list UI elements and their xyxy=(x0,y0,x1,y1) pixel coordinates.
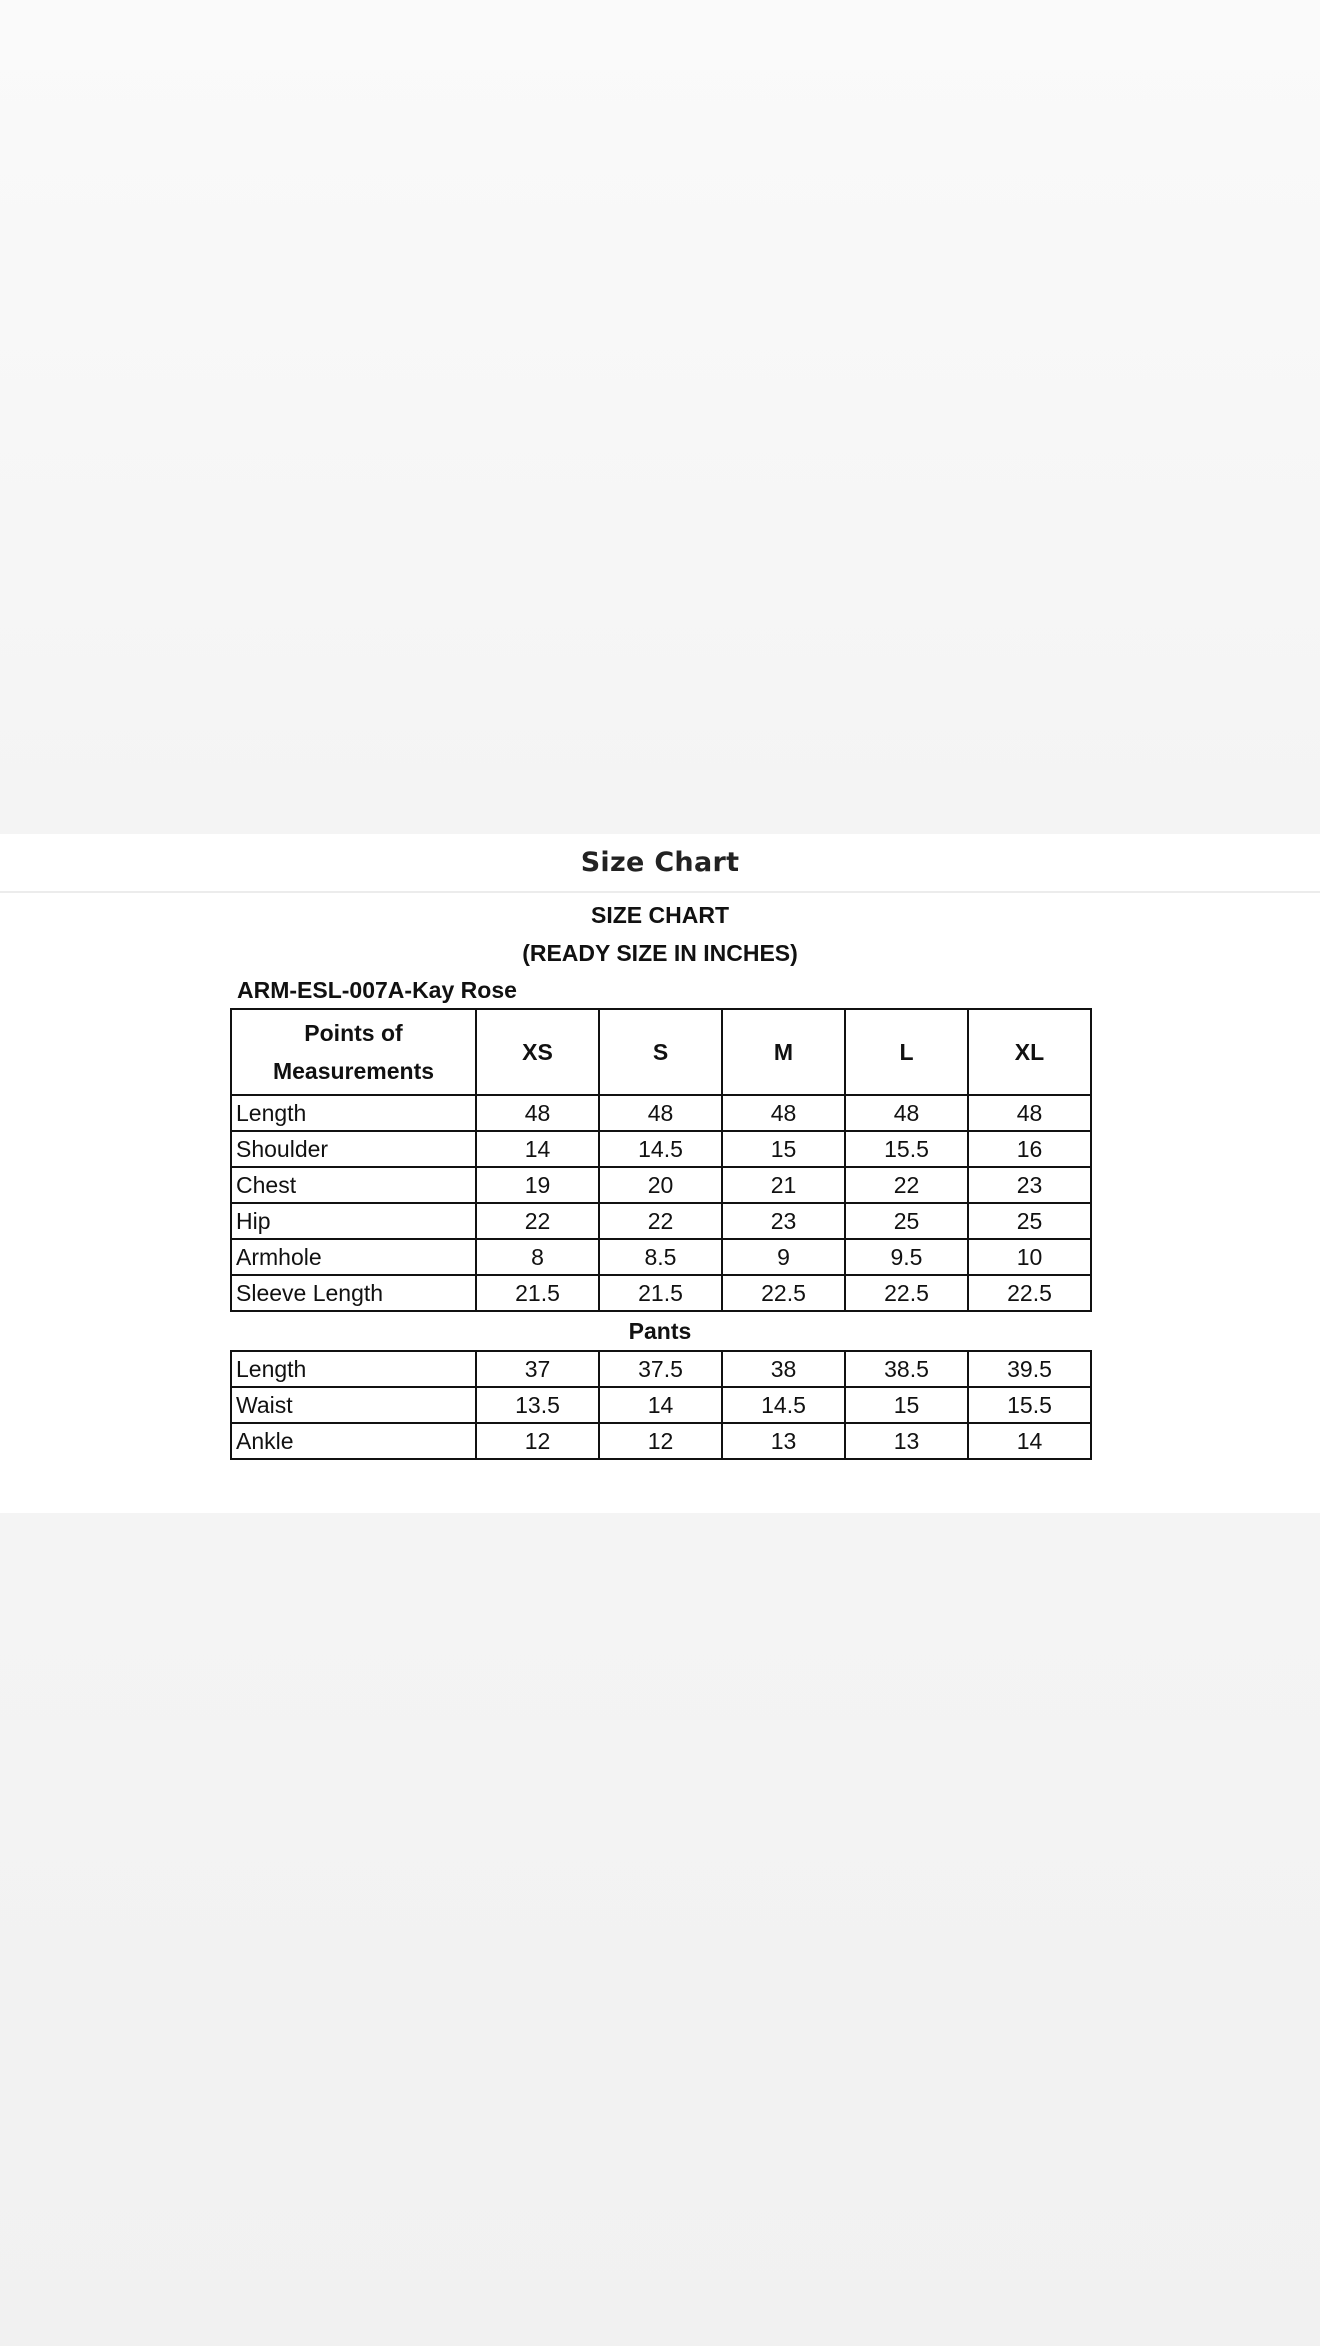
table-row xyxy=(231,1239,1091,1275)
modal-title: Size Chart xyxy=(580,847,740,878)
pants-section-title: Pants xyxy=(628,1318,692,1344)
measurement-value: 23 xyxy=(968,1167,1091,1203)
measurement-value: 16 xyxy=(968,1131,1091,1167)
size-chart-modal xyxy=(0,834,1320,1513)
measurement-value: 15.5 xyxy=(968,1387,1091,1423)
measurement-value: 21.5 xyxy=(599,1275,722,1311)
header-size-s: S xyxy=(599,1009,722,1095)
size-chart-image xyxy=(230,896,1090,1460)
measurement-value: 19 xyxy=(476,1167,599,1203)
measurement-label: Chest xyxy=(231,1167,476,1203)
table-row xyxy=(231,1351,1091,1387)
header-size-l: L xyxy=(845,1009,968,1095)
chart-heading xyxy=(230,896,1090,972)
measurement-value: 23 xyxy=(722,1203,845,1239)
table-row xyxy=(231,1387,1091,1423)
header-size-m: M xyxy=(722,1009,845,1095)
header-label-line1: Points of xyxy=(304,1020,403,1046)
measurement-value: 22.5 xyxy=(968,1275,1091,1311)
measurement-value: 14 xyxy=(476,1131,599,1167)
measurement-value: 48 xyxy=(599,1095,722,1131)
measurement-value: 14.5 xyxy=(722,1387,845,1423)
measurement-value: 10 xyxy=(968,1239,1091,1275)
table-row xyxy=(231,1203,1091,1239)
chart-heading-line2: (READY SIZE IN INCHES) xyxy=(522,940,798,966)
measurement-value: 48 xyxy=(845,1095,968,1131)
measurement-value: 12 xyxy=(599,1423,722,1459)
page-backdrop-top[interactable] xyxy=(0,0,1320,834)
measurement-value: 38 xyxy=(722,1351,845,1387)
measurement-label: Waist xyxy=(231,1387,476,1423)
measurement-value: 39.5 xyxy=(968,1351,1091,1387)
measurement-label: Armhole xyxy=(231,1239,476,1275)
measurement-value: 37 xyxy=(476,1351,599,1387)
product-code: ARM-ESL-007A-Kay Rose xyxy=(237,977,517,1003)
measurement-value: 22 xyxy=(476,1203,599,1239)
table-header-row xyxy=(231,1009,1091,1095)
measurement-value: 14 xyxy=(599,1387,722,1423)
table-row xyxy=(231,1131,1091,1167)
table-row xyxy=(231,1423,1091,1459)
measurement-value: 48 xyxy=(722,1095,845,1131)
measurement-value: 48 xyxy=(968,1095,1091,1131)
measurement-value: 21 xyxy=(722,1167,845,1203)
measurement-value: 37.5 xyxy=(599,1351,722,1387)
measurement-value: 13 xyxy=(845,1423,968,1459)
measurement-value: 12 xyxy=(476,1423,599,1459)
measurement-value: 21.5 xyxy=(476,1275,599,1311)
measurement-value: 9.5 xyxy=(845,1239,968,1275)
measurement-value: 25 xyxy=(845,1203,968,1239)
header-points-of-measurements xyxy=(231,1009,476,1095)
measurement-value: 48 xyxy=(476,1095,599,1131)
table-row xyxy=(231,1167,1091,1203)
page-backdrop-bottom[interactable] xyxy=(0,1513,1320,2346)
measurement-label: Ankle xyxy=(231,1423,476,1459)
measurement-value: 22.5 xyxy=(722,1275,845,1311)
measurement-value: 15 xyxy=(845,1387,968,1423)
measurement-value: 22 xyxy=(845,1167,968,1203)
chart-heading-line1: SIZE CHART xyxy=(591,902,729,928)
measurement-value: 13.5 xyxy=(476,1387,599,1423)
measurement-label: Shoulder xyxy=(231,1131,476,1167)
pants-measurements-table xyxy=(230,1350,1092,1460)
header-size-xl: XL xyxy=(968,1009,1091,1095)
measurement-value: 14 xyxy=(968,1423,1091,1459)
measurement-value: 15.5 xyxy=(845,1131,968,1167)
measurement-label: Length xyxy=(231,1351,476,1387)
measurement-label: Length xyxy=(231,1095,476,1131)
measurement-label: Hip xyxy=(231,1203,476,1239)
measurement-value: 38.5 xyxy=(845,1351,968,1387)
measurement-value: 13 xyxy=(722,1423,845,1459)
top-measurements-table xyxy=(230,1008,1092,1312)
table-row xyxy=(231,1095,1091,1131)
modal-header xyxy=(0,834,1320,893)
header-label-line2: Measurements xyxy=(272,1058,435,1084)
measurement-value: 9 xyxy=(722,1239,845,1275)
measurement-value: 15 xyxy=(722,1131,845,1167)
table-row xyxy=(231,1275,1091,1311)
measurement-value: 20 xyxy=(599,1167,722,1203)
measurement-value: 14.5 xyxy=(599,1131,722,1167)
measurement-value: 8.5 xyxy=(599,1239,722,1275)
measurement-value: 22 xyxy=(599,1203,722,1239)
measurement-value: 8 xyxy=(476,1239,599,1275)
measurement-value: 25 xyxy=(968,1203,1091,1239)
measurement-value: 22.5 xyxy=(845,1275,968,1311)
measurement-label: Sleeve Length xyxy=(231,1275,476,1311)
header-size-xs: XS xyxy=(476,1009,599,1095)
